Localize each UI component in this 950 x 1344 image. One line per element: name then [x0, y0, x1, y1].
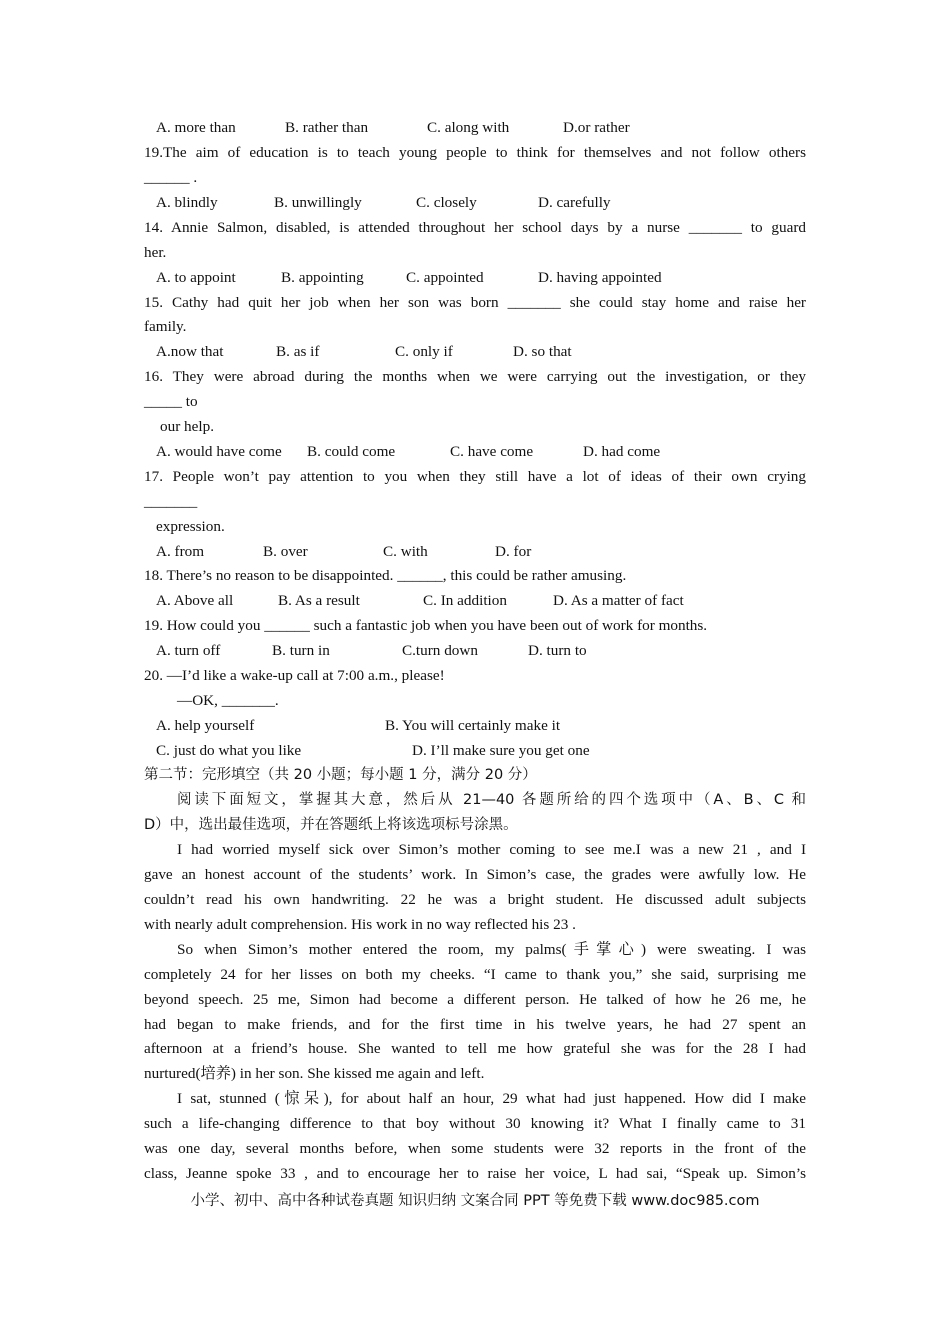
option-c: C. only if: [395, 343, 453, 360]
question-stem: 20. —I’d like a wake-up call at 7:00 a.m., please!: [144, 667, 445, 684]
option-a: A. to appoint: [156, 269, 236, 286]
passage-line: couldn’t read his own handwriting. 22 he was a bright student. He discussed adult subjects: [144, 891, 806, 908]
question-stem: 14. Annie Salmon, disabled, is attended throughout her school days by a nurse _______ to guard: [144, 219, 806, 236]
passage-line: was one day, several months before, when some students were 32 reports in the front of the: [144, 1140, 806, 1157]
option-a: A. would have come: [156, 443, 282, 460]
option-c: C. have come: [450, 443, 534, 460]
option-d: D. having appointed: [538, 269, 662, 286]
question-stem-cont: our help.: [160, 418, 214, 435]
question-stem: 16. They were abroad during the months when we were carrying out the investigation, or they: [144, 368, 806, 385]
option-b: B. appointing: [281, 269, 364, 286]
passage-line: had began to make friends, and for the first time in his twelve years, he had 27 spent an: [144, 1016, 806, 1033]
option-a: A. more than: [156, 119, 236, 136]
question-stem-cont: _____ to: [144, 393, 198, 410]
question-stem: 15. Cathy had quit her job when her son was born _______ she could stay home and raise her: [144, 294, 806, 311]
option-b: B. unwillingly: [274, 194, 362, 211]
question-stem: 18. There’s no reason to be disappointed. ______, this could be rather amusing.: [144, 567, 627, 584]
passage-line: such a life-changing difference to that boy without 30 knowing it? What I finally came to 31: [144, 1115, 806, 1132]
option-d: D.or rather: [563, 119, 630, 136]
option-c: C. with: [383, 543, 428, 560]
option-c: C. In addition: [423, 592, 507, 609]
option-d: D. had come: [583, 443, 661, 460]
passage-line: gave an honest account of the students’ work. In Simon’s case, the grades were awfully low. He: [144, 866, 806, 883]
passage-line: beyond speech. 25 me, Simon had become a different person. He talked of how he 26 me, he: [144, 991, 806, 1008]
passage-line: nurtured(培养) in her son. She kissed me again and left.: [144, 1065, 485, 1082]
passage-line: with nearly adult comprehension. His work in no way reflected his 23 .: [144, 916, 576, 933]
option-a: A. help yourself: [156, 717, 255, 734]
option-c: C. just do what you like: [156, 742, 302, 759]
question-stem: 17. People won’t pay attention to you when they still have a lot of ideas of their own crying: [144, 468, 806, 485]
passage-line: I sat, stunned (惊呆), for about half an hour, 29 what had just happened. How did I make: [177, 1090, 806, 1107]
option-c: C. along with: [427, 119, 510, 136]
option-d: D. As a matter of fact: [553, 592, 684, 609]
option-b: B. As a result: [278, 592, 360, 609]
option-a: A. turn off: [156, 642, 221, 659]
question-stem-cont: ______ .: [144, 169, 198, 186]
question-stem-cont: _______: [144, 493, 198, 510]
option-c: C. closely: [416, 194, 477, 211]
question-stem-cont: family.: [144, 318, 187, 335]
option-b: B. You will certainly make it: [385, 717, 561, 734]
option-b: B. as if: [276, 343, 320, 360]
option-a: A.now that: [156, 343, 224, 360]
passage-line: class, Jeanne spoke 33 , and to encourage her to raise her voice, L had sai, “Speak up. Simon’s: [144, 1165, 806, 1182]
option-b: B. over: [263, 543, 308, 560]
section-instruction: 阅读下面短文，掌握其大意，然后从 21—40 各题所给的四个选项中（A、B、C 和: [177, 792, 806, 808]
option-d: D. carefully: [538, 194, 611, 211]
option-d: D. for: [495, 543, 532, 560]
option-d: D. turn to: [528, 642, 587, 659]
option-a: A. Above all: [156, 592, 234, 609]
option-b: B. rather than: [285, 119, 369, 136]
question-stem: 19. How could you ______ such a fantastic job when you have been out of work for months.: [144, 617, 708, 634]
option-b: B. could come: [307, 443, 396, 460]
option-d: D. so that: [513, 343, 572, 360]
page-footer: 小学、初中、高中各种试卷真题 知识归纳 文案合同 PPT 等免费下载 www.doc985.com: [190, 1193, 760, 1209]
question-stem-cont: —OK, _______.: [177, 692, 279, 709]
passage-line: completely 24 for her lisses on both my cheeks. “I came to thank you,” she said, surprising me: [144, 966, 806, 983]
option-a: A. blindly: [156, 194, 218, 211]
passage-line: So when Simon’s mother entered the room, my palms(手掌心) were sweating. I was: [177, 941, 806, 958]
option-c: C. appointed: [406, 269, 484, 286]
section-instruction-cont: D）中，选出最佳选项，并在答题纸上将该选项标号涂黑。: [144, 817, 518, 833]
option-c: C.turn down: [402, 642, 478, 659]
option-b: B. turn in: [272, 642, 330, 659]
option-d: D. I’ll make sure you get one: [412, 742, 590, 759]
question-stem-cont: her.: [144, 244, 167, 261]
passage-line: afternoon at a friend’s house. She wanted to tell me how grateful she was for the 28 I had: [144, 1040, 806, 1057]
question-stem-cont: expression.: [156, 518, 225, 535]
passage-line: I had worried myself sick over Simon’s mother coming to see me.I was a new 21 , and I: [177, 841, 806, 858]
section-title: 第二节：完形填空（共 20 小题；每小题 1 分，满分 20 分）: [144, 767, 537, 783]
option-a: A. from: [156, 543, 205, 560]
question-stem: 19.The aim of education is to teach young people to think for themselves and not follow others: [144, 144, 806, 161]
